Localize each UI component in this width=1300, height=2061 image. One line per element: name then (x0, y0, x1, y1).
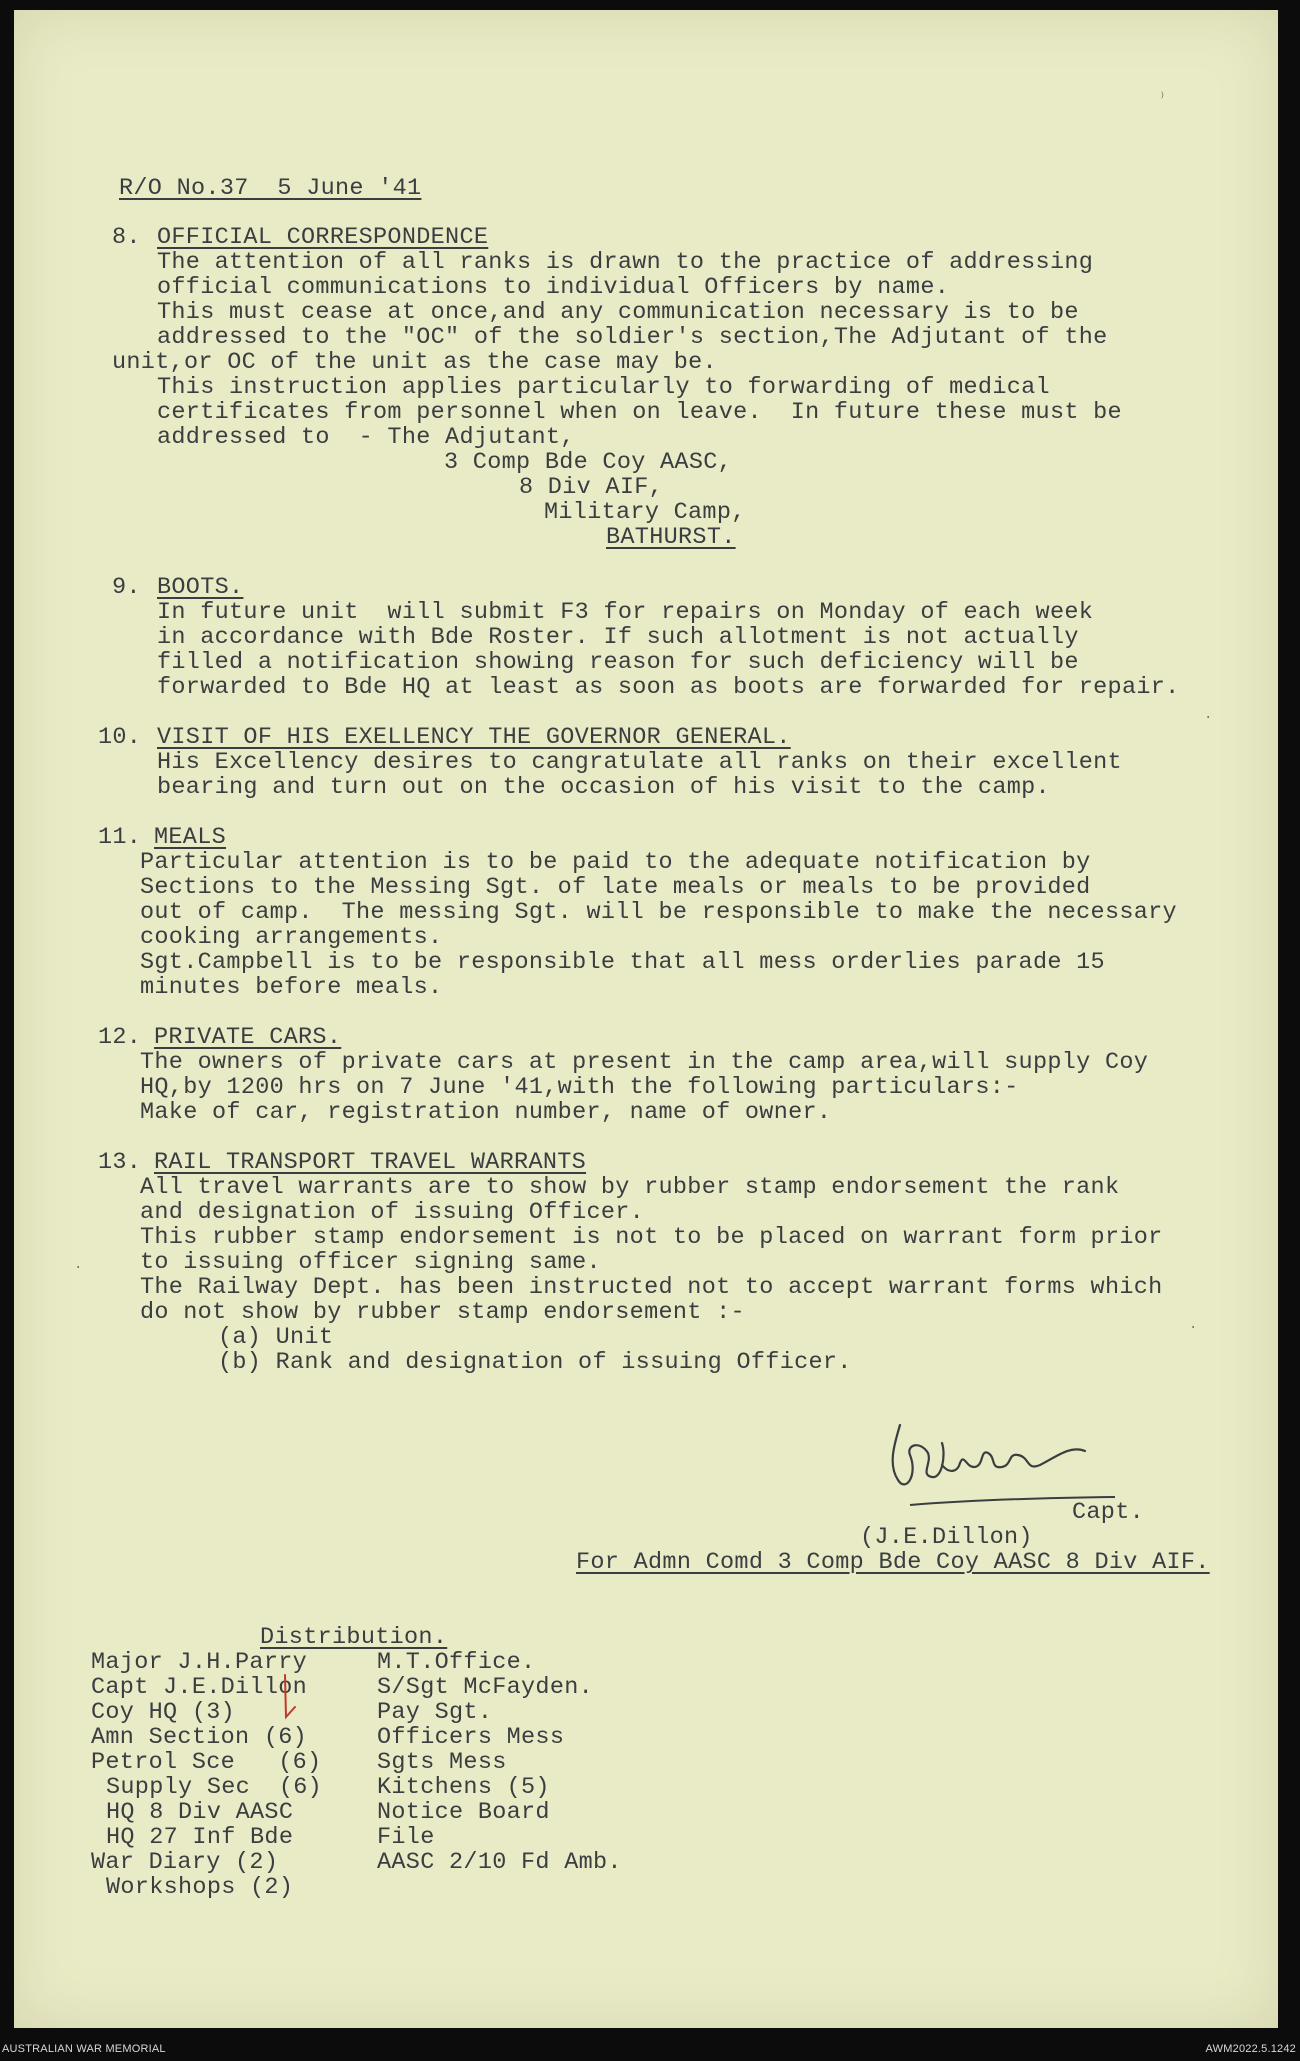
document-page (14, 10, 1278, 2028)
body-line: do not show by rubber stamp endorsement :- (140, 1299, 745, 1326)
body-line: HQ,by 1200 hrs on 7 June '41,with the following particulars:- (140, 1074, 1019, 1101)
body-line: certificates from personnel when on leave. In future these must be (157, 399, 1122, 426)
body-line: Sgt.Campbell is to be responsible that all mess orderlies parade 15 (140, 949, 1105, 976)
list-item: Supply Sec (6) (106, 1774, 323, 1801)
body-line: minutes before meals. (140, 974, 443, 1001)
list-item: S/Sgt McFayden. (377, 1674, 594, 1701)
list-item: Major J.H.Parry (91, 1649, 308, 1676)
signature-name: (J.E.Dillon) (860, 1524, 1033, 1551)
address-line: BATHURST. (606, 524, 736, 551)
list-item: Kitchens (5) (377, 1774, 550, 1801)
item-number: 8. (112, 224, 141, 251)
body-line: official communications to individual Officers by name. (157, 274, 950, 301)
body-line: Particular attention is to be paid to the adequate notification by (140, 849, 1091, 876)
body-line: bearing and turn out on the occasion of his visit to the camp. (157, 774, 1050, 801)
list-item: Petrol Sce (6) (91, 1749, 322, 1776)
body-line: forwarded to Bde HQ at least as soon as boots are forwarded for repair. (157, 674, 1180, 701)
list-item: HQ 27 Inf Bde (106, 1824, 294, 1851)
address-line: Military Camp, (544, 499, 746, 526)
item-number: 11. (98, 824, 142, 851)
body-line: The owners of private cars at present in the camp area,will supply Coy (140, 1049, 1149, 1076)
paper-mark: · (1189, 1320, 1198, 1336)
item-title: BOOTS. (157, 574, 244, 601)
list-item: Notice Board (377, 1799, 550, 1826)
distribution-heading: Distribution. (260, 1624, 448, 1651)
list-item: AASC 2/10 Fd Amb. (377, 1849, 622, 1876)
item-number: 10. (98, 724, 142, 751)
body-line: cooking arrangements. (140, 924, 443, 951)
body-line: to issuing officer signing same. (140, 1249, 601, 1276)
body-line: All travel warrants are to show by rubber stamp endorsement the rank (140, 1174, 1120, 1201)
list-item: Sgts Mess (377, 1749, 507, 1776)
body-line: This rubber stamp endorsement is not to be placed on warrant form prior (140, 1224, 1163, 1251)
address-line: 8 Div AIF, (519, 474, 664, 501)
order-header: R/O No.37 5 June '41 (119, 175, 422, 202)
item-title: OFFICIAL CORRESPONDENCE (157, 224, 489, 251)
body-line: The attention of all ranks is drawn to the practice of addressing (157, 249, 1094, 276)
list-item: Pay Sgt. (377, 1699, 493, 1726)
signature-for-line: For Admn Comd 3 Comp Bde Coy AASC 8 Div AIF. (576, 1549, 1210, 1576)
footer-archive-label: AUSTRALIAN WAR MEMORIAL (2, 2043, 166, 2055)
body-line: addressed to - The Adjutant, (157, 424, 575, 451)
list-item: War Diary (2) (91, 1849, 279, 1876)
body-line: out of camp. The messing Sgt. will be responsible to make the necessary (140, 899, 1177, 926)
body-line: addressed to the "OC" of the soldier's section,The Adjutant of the (157, 324, 1108, 351)
address-line: 3 Comp Bde Coy AASC, (444, 449, 733, 476)
body-line: Sections to the Messing Sgt. of late meals or meals to be provided (140, 874, 1091, 901)
item-number: 13. (98, 1149, 142, 1176)
list-item: Coy HQ (3) (91, 1699, 236, 1726)
list-item: HQ 8 Div AASC (106, 1799, 294, 1826)
list-item: Capt J.E.Dillon (91, 1674, 308, 1701)
item-title: VISIT OF HIS EXELLENCY THE GOVERNOR GENERAL. (157, 724, 791, 751)
sub-item: (b) Rank and designation of issuing Officer. (218, 1349, 852, 1376)
body-line: Make of car, registration number, name of owner. (140, 1099, 832, 1126)
paper-mark: ⁾ (1158, 91, 1167, 107)
list-item: File (377, 1824, 435, 1851)
list-item: Amn Section (6) (91, 1724, 308, 1751)
body-line: The Railway Dept. has been instructed not to accept warrant forms which (140, 1274, 1163, 1301)
body-line: in accordance with Bde Roster. If such allotment is not actually (157, 624, 1079, 651)
sub-item: (a) Unit (218, 1324, 334, 1351)
paper-mark: · (1204, 710, 1213, 726)
item-title: RAIL TRANSPORT TRAVEL WARRANTS (154, 1149, 587, 1176)
item-title: MEALS (154, 824, 227, 851)
item-number: 9. (112, 574, 141, 601)
list-item: Workshops (2) (106, 1874, 294, 1901)
signature-rank: Capt. (1072, 1499, 1145, 1526)
red-tick-mark (271, 1673, 301, 1729)
list-item: M.T.Office. (377, 1649, 536, 1676)
body-line: This must cease at once,and any communication necessary is to be (157, 299, 1079, 326)
body-line: unit,or OC of the unit as the case may be. (112, 349, 717, 376)
footer-reference-id: AWM2022.5.1242 (1205, 2043, 1296, 2055)
body-line: In future unit will submit F3 for repairs on Monday of each week (157, 599, 1094, 626)
paper-mark: · (74, 1260, 83, 1276)
item-number: 12. (98, 1024, 142, 1051)
item-title: PRIVATE CARS. (154, 1024, 342, 1051)
body-line: His Excellency desires to cangratulate all ranks on their excellent (157, 749, 1122, 776)
body-line: This instruction applies particularly to forwarding of medical (157, 374, 1050, 401)
body-line: and designation of issuing Officer. (140, 1199, 645, 1226)
list-item: Officers Mess (377, 1724, 565, 1751)
body-line: filled a notification showing reason for such deficiency will be (157, 649, 1079, 676)
